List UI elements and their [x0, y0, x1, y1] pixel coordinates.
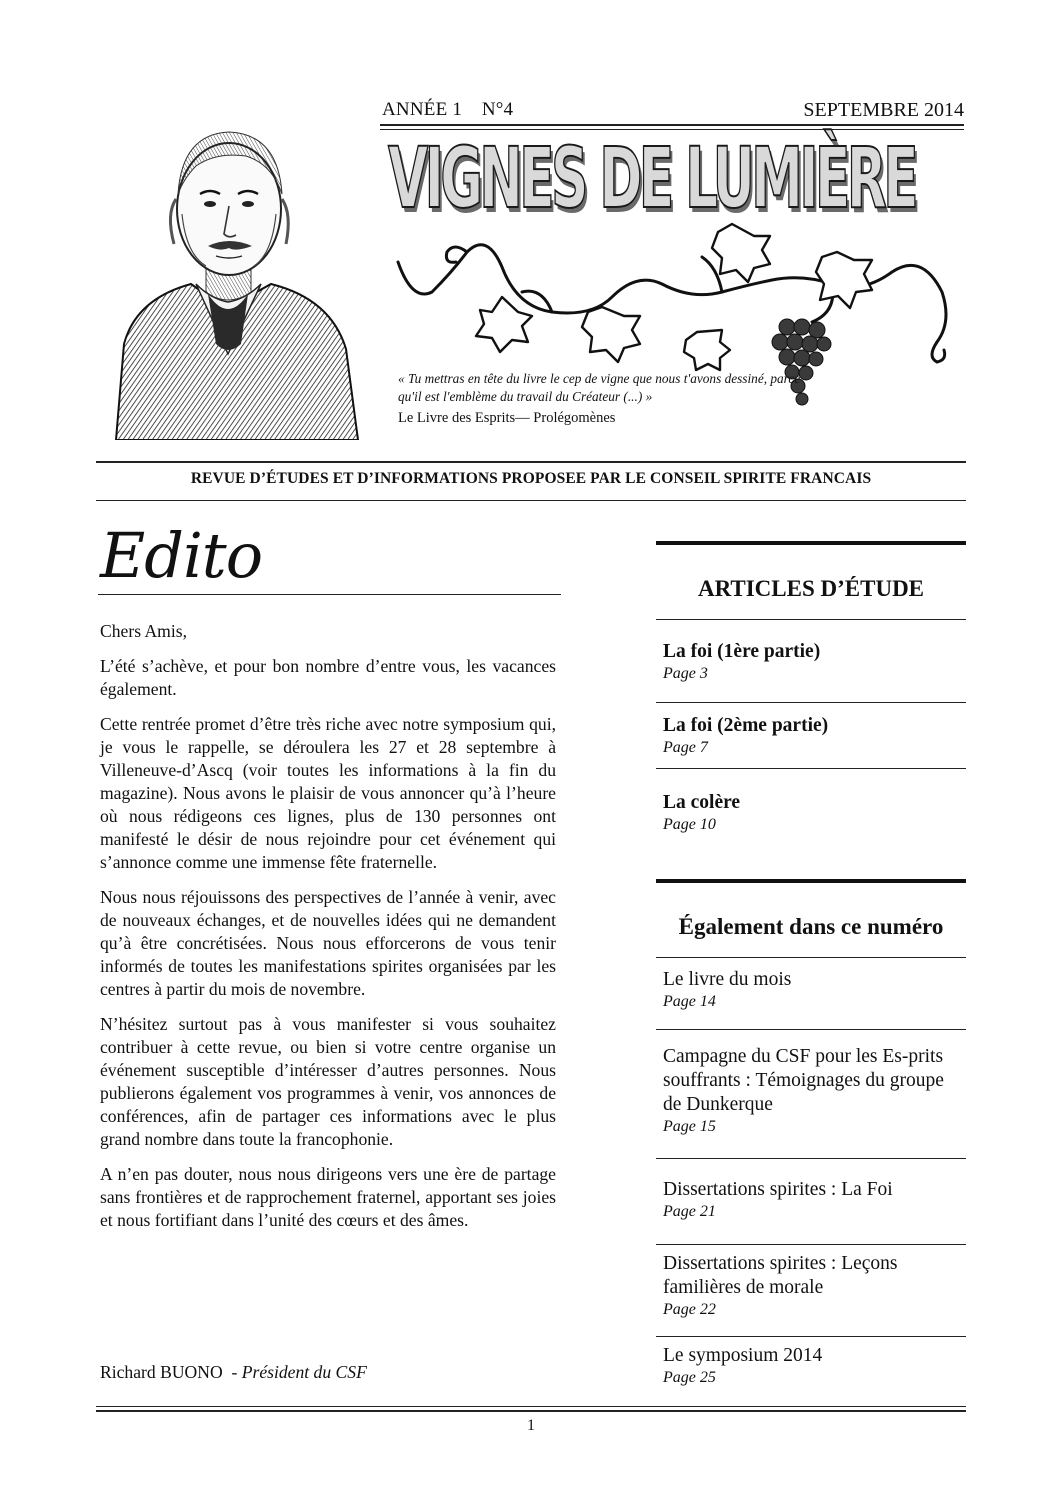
article-title: La foi (1ère partie)	[663, 641, 821, 662]
also-title: Dissertations spirites : Leçons familières de morale	[663, 1253, 898, 1298]
edito-greeting: Chers Amis,	[100, 621, 187, 641]
also-divider	[656, 1029, 966, 1030]
edito-body	[100, 620, 556, 1244]
also-page: Page 22	[663, 1301, 716, 1318]
also-title: Dissertations spirites : La Foi	[663, 1179, 893, 1200]
also-title: Campagne du CSF pour les Es-prits souffrants : Témoignages du groupe de Dunkerque	[663, 1046, 944, 1115]
article-item[interactable]	[663, 714, 963, 758]
also-divider	[656, 1336, 966, 1337]
footer-rule	[96, 1406, 966, 1407]
signature-name: Richard BUONO -	[100, 1362, 242, 1382]
also-top-rule	[656, 879, 966, 883]
also-title: Le livre du mois	[663, 969, 792, 990]
article-page: Page 7	[663, 739, 708, 756]
issue-number: ANNÉE 1 N°4	[382, 99, 514, 120]
footer-rule	[96, 1410, 966, 1412]
epigraph-quote: « Tu mettras en tête du livre le cep de vigne que nous t'avons dessiné, parce qu'il est l'emblème du travail du Créateur (...) »	[398, 371, 801, 404]
also-divider	[656, 1244, 966, 1245]
also-item[interactable]	[663, 968, 963, 1012]
articles-divider	[656, 768, 966, 769]
magazine-title: VIGNES DE LUMIÈRE	[388, 129, 916, 227]
article-item[interactable]	[663, 791, 963, 835]
also-item[interactable]	[663, 1252, 963, 1320]
also-page: Page 15	[663, 1118, 716, 1135]
issue-date: SEPTEMBRE 2014	[803, 99, 964, 121]
edito-paragraph: Nous nous réjouissons des perspectives de l’année à venir, avec de nouveaux échanges, et de nouvelles idées qui ne demandent qu’à être concrétisées. Nous nous efforcerons de vous tenir informés de toutes les manifestations spirites organisées par les centres à partir du mois de novembre.	[100, 887, 556, 999]
page-number: 1	[527, 1417, 535, 1434]
article-title: La foi (2ème partie)	[663, 715, 829, 736]
articles-heading: ARTICLES D’ÉTUDE	[697, 576, 925, 601]
edito-paragraph: Cette rentrée promet d’être très riche avec notre symposium qui, je vous le rappelle, se déroulera les 27 et 28 septembre à Villeneuve-d’Ascq (voir toutes les informations à la fin du magazine). Nous avons le plaisir de vous annoncer qu’à l’heure où nous rédigeons ces lignes, plus de 130 personnes ont manifesté le désir de nous rejoindre pour cet événement qui s’annonce comme une immense fête fraternelle.	[100, 714, 556, 872]
also-title: Le symposium 2014	[663, 1345, 823, 1366]
subtitle-rule	[96, 461, 966, 463]
also-item[interactable]	[663, 1178, 963, 1222]
article-page: Page 10	[663, 816, 716, 833]
also-item[interactable]	[663, 1344, 963, 1388]
subtitle-rule	[96, 500, 966, 501]
article-item[interactable]	[663, 640, 963, 684]
edito-heading: Edito	[100, 519, 263, 592]
edito-paragraph: A n’en pas douter, nous nous dirigeons vers une ère de partage sans frontières et de rapprochement fraternel, apportant ses joies et nous fortifiant dans l’unité des cœurs et des âmes.	[100, 1164, 556, 1230]
article-title: La colère	[663, 792, 741, 813]
epigraph-source: Le Livre des Esprits— Prolégomènes	[398, 410, 616, 426]
also-divider	[656, 1158, 966, 1159]
articles-divider	[656, 619, 966, 620]
articles-divider	[656, 702, 966, 703]
also-item[interactable]	[663, 1045, 963, 1137]
articles-top-rule	[656, 541, 966, 545]
also-divider	[656, 957, 966, 958]
signature-role: Président du CSF	[241, 1362, 367, 1382]
also-page: Page 25	[663, 1369, 716, 1386]
edito-rule	[98, 594, 561, 595]
article-page: Page 3	[663, 665, 708, 682]
portrait-illustration	[96, 94, 366, 440]
masthead-rule	[380, 124, 964, 126]
edito-paragraph: L’été s’achève, et pour bon nombre d’entre vous, les vacances également.	[100, 656, 556, 699]
edito-signature	[100, 1362, 367, 1383]
also-heading: Également dans ce numéro	[678, 914, 944, 939]
magazine-subtitle: REVUE D’ÉTUDES ET D’INFORMATIONS PROPOSEE PAR LE CONSEIL SPIRITE FRANCAIS	[190, 470, 872, 487]
also-page: Page 21	[663, 1203, 716, 1220]
edito-paragraph: N’hésitez surtout pas à vous manifester si vous souhaitez contribuer à cette revue, ou bien si votre centre organise un événement susceptible d’intéresser d’autres personnes. Nous publierons également vos programmes à venir, vos annonces de conférences, afin de partager ces informations avec le plus grand nombre dans toute la francophonie.	[100, 1014, 556, 1149]
also-page: Page 14	[663, 993, 716, 1010]
